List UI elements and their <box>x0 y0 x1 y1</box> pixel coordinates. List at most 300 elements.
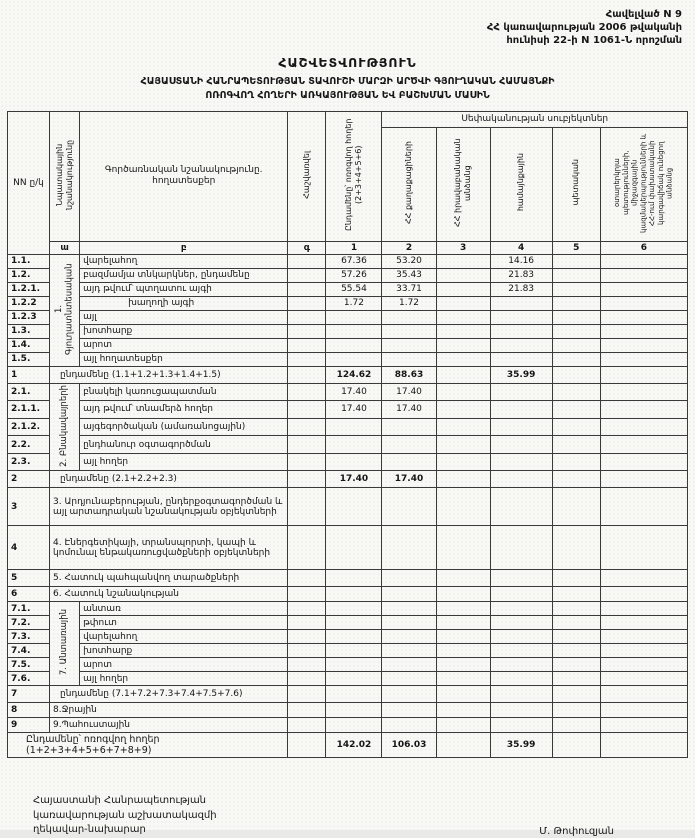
value-cell <box>490 658 552 672</box>
value-cell <box>436 733 490 758</box>
value-cell <box>382 644 436 658</box>
value-cell <box>552 383 600 401</box>
table-row <box>8 418 688 436</box>
value-cell <box>552 718 600 733</box>
value-cell <box>436 383 490 401</box>
land-type-cell: խոտհարք <box>80 644 288 658</box>
value-cell <box>600 526 687 570</box>
table-row <box>8 644 688 658</box>
value-cell <box>288 733 326 758</box>
value-cell <box>552 587 600 602</box>
value-cell <box>436 616 490 630</box>
col-header-foreign-text: օտարերկրյա պետությունների, միջազգային կազմակերպությունների և ՀՀ-ում փախստականի կարգավիճակ ունեցող անձանց <box>613 132 674 233</box>
value-cell <box>382 602 436 616</box>
table-row <box>8 570 688 587</box>
value-cell <box>436 471 490 488</box>
land-type-cell: ընդհանուր օգտագործման <box>80 436 288 454</box>
value-cell <box>490 703 552 718</box>
value-cell <box>382 570 436 587</box>
value-cell <box>436 718 490 733</box>
value-cell <box>436 352 490 366</box>
value-cell: 53.20 <box>382 254 436 268</box>
table-row <box>8 338 688 352</box>
table-row <box>8 672 688 686</box>
page-subtitle <box>7 75 688 103</box>
value-cell <box>552 570 600 587</box>
value-cell <box>382 616 436 630</box>
value-cell <box>600 254 687 268</box>
value-cell <box>552 703 600 718</box>
row-number-cell: 9 <box>8 718 50 733</box>
table-row <box>8 602 688 616</box>
value-cell <box>382 453 436 471</box>
value-cell <box>490 644 552 658</box>
col-index-6: 6 <box>600 241 687 254</box>
value-cell <box>382 526 436 570</box>
report-table-body <box>8 254 688 758</box>
land-type-cell: խաղողի այգի <box>80 296 288 310</box>
row-number-cell: 7.3. <box>8 630 50 644</box>
row-number-cell: 2.1.2. <box>8 418 50 436</box>
subtitle-line-2: ՈՌՈԳՎՈՂ ՀՈՂԵՐԻ ԱՌԿԱՅՈՒԹՅԱՆ ԵՎ ԲԱՇԽՄԱՆ ՄԱՍԻՆ <box>205 89 490 101</box>
value-cell: 17.40 <box>326 471 382 488</box>
value-cell <box>490 672 552 686</box>
value-cell <box>382 718 436 733</box>
land-type-cell: այլ հողատեսքեր <box>80 352 288 366</box>
value-cell <box>552 418 600 436</box>
value-cell <box>288 471 326 488</box>
table-row <box>8 352 688 366</box>
value-cell <box>490 602 552 616</box>
value-cell <box>600 658 687 672</box>
value-cell: 17.40 <box>382 383 436 401</box>
value-cell <box>326 616 382 630</box>
appendix-line-2: ՀՀ կառավարության 2006 թվականի <box>486 22 682 33</box>
value-cell <box>288 338 326 352</box>
value-cell <box>436 418 490 436</box>
col-index-1: 1 <box>326 241 382 254</box>
value-cell <box>326 352 382 366</box>
value-cell <box>382 338 436 352</box>
value-cell <box>436 268 490 282</box>
value-cell <box>600 383 687 401</box>
value-cell <box>326 453 382 471</box>
value-cell <box>490 383 552 401</box>
value-cell <box>436 703 490 718</box>
land-type-cell: այլ հողեր <box>80 672 288 686</box>
value-cell <box>490 587 552 602</box>
value-cell <box>436 526 490 570</box>
value-cell: 17.40 <box>326 401 382 419</box>
value-cell <box>490 418 552 436</box>
land-type-cell: Ընդամենը՝ ոռոգվող հողեր (1+2+3+4+5+6+7+8+9) <box>8 733 288 758</box>
row-number-cell: 2.2. <box>8 436 50 454</box>
value-cell <box>436 672 490 686</box>
value-cell <box>288 366 326 383</box>
value-cell <box>600 338 687 352</box>
col-header-foreign <box>600 127 687 241</box>
value-cell <box>436 488 490 526</box>
table-row <box>8 616 688 630</box>
table-row <box>8 471 688 488</box>
value-cell <box>552 733 600 758</box>
value-cell <box>552 352 600 366</box>
header-row-index <box>8 241 688 254</box>
col-header-purpose-text: Նպատակային նշանակությունը <box>54 139 74 210</box>
row-number-cell: 5 <box>8 570 50 587</box>
value-cell <box>436 401 490 419</box>
table-row <box>8 268 688 282</box>
col-header-state-text: պետական <box>571 159 581 206</box>
land-type-cell: անտառ <box>80 602 288 616</box>
col-header-purpose <box>50 111 80 241</box>
value-cell <box>552 436 600 454</box>
land-type-cell: այլ <box>80 310 288 324</box>
col-header-registered <box>288 111 326 241</box>
value-cell <box>490 436 552 454</box>
appendix-block <box>7 8 688 47</box>
value-cell <box>490 453 552 471</box>
row-number-cell: 6 <box>8 587 50 602</box>
value-cell <box>288 254 326 268</box>
land-type-cell: այլ հողեր <box>80 453 288 471</box>
value-cell <box>600 418 687 436</box>
row-number-cell: 3 <box>8 488 50 526</box>
value-cell <box>552 630 600 644</box>
value-cell <box>600 436 687 454</box>
value-cell <box>288 616 326 630</box>
value-cell <box>288 686 326 703</box>
value-cell <box>326 570 382 587</box>
value-cell <box>288 310 326 324</box>
value-cell <box>552 644 600 658</box>
value-cell <box>326 602 382 616</box>
value-cell <box>600 296 687 310</box>
land-type-cell: արոտ <box>80 338 288 352</box>
value-cell <box>288 401 326 419</box>
value-cell <box>600 703 687 718</box>
table-row <box>8 282 688 296</box>
value-cell: 14.16 <box>490 254 552 268</box>
row-number-cell: 7 <box>8 686 50 703</box>
value-cell <box>490 718 552 733</box>
table-row <box>8 324 688 338</box>
value-cell <box>600 718 687 733</box>
value-cell <box>288 658 326 672</box>
footer <box>7 794 688 838</box>
footer-line-3: ղեկավար-նախարար <box>33 824 146 836</box>
value-cell <box>436 324 490 338</box>
group-label: 7. Անտառային <box>59 609 70 676</box>
value-cell <box>326 488 382 526</box>
value-cell <box>552 616 600 630</box>
value-cell: 1.72 <box>382 296 436 310</box>
value-cell <box>382 703 436 718</box>
value-cell <box>552 453 600 471</box>
value-cell <box>326 630 382 644</box>
signatory-title-block <box>33 794 217 838</box>
value-cell <box>382 324 436 338</box>
row-number-cell: 1 <box>8 366 50 383</box>
value-cell <box>382 672 436 686</box>
value-cell <box>288 587 326 602</box>
table-row <box>8 526 688 570</box>
row-number-cell: 1.2.1. <box>8 282 50 296</box>
col-index-4: 4 <box>490 241 552 254</box>
row-number-cell: 2.1. <box>8 383 50 401</box>
value-cell <box>552 366 600 383</box>
col-index-a: ա <box>50 241 80 254</box>
land-type-cell: այդ թվում՝ տնամերձ հողեր <box>80 401 288 419</box>
value-cell <box>436 436 490 454</box>
group-label-cell <box>50 383 80 471</box>
land-type-cell: 5. Հատուկ պահպանվող տարածքների <box>50 570 288 587</box>
value-cell <box>600 366 687 383</box>
row-number-cell: 1.3. <box>8 324 50 338</box>
value-cell <box>600 616 687 630</box>
row-number-cell: 1.1. <box>8 254 50 268</box>
row-number-cell: 7.6. <box>8 672 50 686</box>
value-cell <box>288 488 326 526</box>
land-type-cell: արոտ <box>80 658 288 672</box>
table-row <box>8 366 688 383</box>
land-type-cell: 9.Պահուստային <box>50 718 288 733</box>
value-cell <box>326 418 382 436</box>
value-cell <box>490 324 552 338</box>
value-cell <box>552 310 600 324</box>
value-cell: 35.99 <box>490 366 552 383</box>
footer-line-1: Հայաստանի Հանրապետության <box>33 795 207 807</box>
value-cell <box>552 526 600 570</box>
value-cell: 57.26 <box>326 268 382 282</box>
footer-line-2: կառավարության աշխատակազմի <box>33 809 217 821</box>
value-cell <box>600 453 687 471</box>
value-cell <box>382 587 436 602</box>
report-table <box>7 111 688 759</box>
value-cell <box>326 644 382 658</box>
group-label: 2. Բնակավայրերի <box>59 384 70 467</box>
value-cell: 17.40 <box>382 401 436 419</box>
col-header-registered-text: Հաշվառվել <box>301 150 311 199</box>
col-index-3: 3 <box>436 241 490 254</box>
value-cell <box>490 616 552 630</box>
table-row <box>8 436 688 454</box>
value-cell <box>288 644 326 658</box>
row-number-cell: 1.4. <box>8 338 50 352</box>
value-cell <box>436 658 490 672</box>
value-cell <box>490 488 552 526</box>
value-cell: 124.62 <box>326 366 382 383</box>
value-cell <box>436 296 490 310</box>
row-number-cell: 7.1. <box>8 602 50 616</box>
value-cell <box>288 672 326 686</box>
value-cell: 17.40 <box>326 383 382 401</box>
table-row <box>8 296 688 310</box>
value-cell <box>552 338 600 352</box>
col-header-citizens-text: ՀՀ քաղաքացիների <box>404 141 414 225</box>
value-cell <box>288 352 326 366</box>
row-number-cell: 7.5. <box>8 658 50 672</box>
value-cell <box>326 338 382 352</box>
land-type-cell: 4. Էներգետիկայի, տրանսպորտի, կապի և կոմունալ ենթակառուցվածքների օբյեկտների <box>50 526 288 570</box>
value-cell <box>288 418 326 436</box>
table-row <box>8 254 688 268</box>
col-header-total-text: Ընդամենը՝ ոռոգվող հողեր (2+3+4+5+6) <box>343 118 363 231</box>
value-cell: 106.03 <box>382 733 436 758</box>
row-number-cell: 1.2. <box>8 268 50 282</box>
value-cell <box>600 352 687 366</box>
value-cell <box>600 401 687 419</box>
value-cell <box>600 672 687 686</box>
value-cell <box>600 630 687 644</box>
value-cell <box>326 526 382 570</box>
value-cell <box>326 672 382 686</box>
value-cell <box>600 602 687 616</box>
value-cell <box>326 658 382 672</box>
table-row <box>8 686 688 703</box>
land-type-cell: այդ թվում՝ պտղատու այգի <box>80 282 288 296</box>
land-type-cell: այգեգործական (ամառանոցային) <box>80 418 288 436</box>
value-cell <box>436 644 490 658</box>
land-type-cell: վարելահող <box>80 254 288 268</box>
value-cell <box>552 401 600 419</box>
value-cell <box>382 418 436 436</box>
col-header-legal-text: ՀՀ իրավաբանական անձանց <box>453 138 473 227</box>
value-cell <box>490 310 552 324</box>
value-cell <box>436 338 490 352</box>
value-cell <box>552 282 600 296</box>
value-cell: 88.63 <box>382 366 436 383</box>
col-header-community-text: համայնքային <box>516 153 526 212</box>
value-cell <box>436 602 490 616</box>
row-number-cell: 7.4. <box>8 644 50 658</box>
value-cell <box>600 686 687 703</box>
value-cell <box>288 268 326 282</box>
value-cell: 142.02 <box>326 733 382 758</box>
col-header-functional: Գործառնական նշանակությունը. հողատեսքեր <box>80 111 288 241</box>
value-cell <box>552 602 600 616</box>
value-cell <box>288 296 326 310</box>
value-cell <box>600 471 687 488</box>
value-cell <box>436 453 490 471</box>
group-label-cell <box>50 602 80 686</box>
land-type-cell: վարելահող <box>80 630 288 644</box>
value-cell <box>288 282 326 296</box>
subtitle-line-1: ՀԱՅԱՍՏԱՆԻ ՀԱՆՐԱՊԵՏՈՒԹՅԱՆ ՏԱՎՈՒՇԻ ՄԱՐԶԻ ԱՐԾՎԻ ԳՅՈՒՂԱԿԱՆ ՀԱՄԱՅՆՔԻ <box>140 76 555 87</box>
land-type-cell: 8.Ջրային <box>50 703 288 718</box>
table-row <box>8 488 688 526</box>
value-cell <box>288 718 326 733</box>
value-cell <box>552 471 600 488</box>
value-cell <box>436 570 490 587</box>
table-row <box>8 453 688 471</box>
value-cell <box>326 587 382 602</box>
land-type-cell: ընդամենը (2.1+2.2+2.3) <box>50 471 288 488</box>
value-cell <box>382 310 436 324</box>
value-cell <box>600 733 687 758</box>
value-cell: 33.71 <box>382 282 436 296</box>
row-number-cell: 2.3. <box>8 453 50 471</box>
table-row <box>8 733 688 758</box>
value-cell <box>490 471 552 488</box>
value-cell <box>288 383 326 401</box>
value-cell <box>288 453 326 471</box>
value-cell <box>600 644 687 658</box>
value-cell <box>436 587 490 602</box>
group-label: 1. Գյուղատնտեսական <box>53 262 75 355</box>
value-cell <box>600 570 687 587</box>
value-cell <box>490 296 552 310</box>
ownership-subjects-header: Սեփականության սուբյեկտներ <box>382 111 688 127</box>
value-cell <box>552 672 600 686</box>
value-cell <box>326 310 382 324</box>
value-cell: 67.36 <box>326 254 382 268</box>
row-number-cell: 1.2.2 <box>8 296 50 310</box>
value-cell <box>288 526 326 570</box>
land-type-cell: խոտհարք <box>80 324 288 338</box>
table-row <box>8 310 688 324</box>
table-row <box>8 658 688 672</box>
value-cell <box>552 686 600 703</box>
value-cell <box>382 436 436 454</box>
col-index-b: բ <box>80 241 288 254</box>
value-cell <box>382 630 436 644</box>
header-row-groups <box>8 111 688 127</box>
value-cell <box>326 324 382 338</box>
col-header-nn: NN ը/կ <box>8 111 50 254</box>
value-cell <box>600 268 687 282</box>
table-row <box>8 630 688 644</box>
value-cell <box>288 703 326 718</box>
value-cell <box>552 488 600 526</box>
value-cell <box>288 630 326 644</box>
value-cell <box>600 587 687 602</box>
value-cell <box>436 254 490 268</box>
value-cell <box>552 296 600 310</box>
table-row <box>8 718 688 733</box>
group-label-cell <box>50 254 80 366</box>
value-cell <box>436 686 490 703</box>
row-number-cell: 2 <box>8 471 50 488</box>
value-cell <box>490 526 552 570</box>
col-header-total <box>326 111 382 241</box>
land-type-cell: բազմամյա տնկարկներ, ընդամենը <box>80 268 288 282</box>
value-cell <box>490 686 552 703</box>
value-cell <box>382 658 436 672</box>
value-cell <box>288 436 326 454</box>
value-cell <box>288 602 326 616</box>
col-header-legal <box>436 127 490 241</box>
value-cell: 17.40 <box>382 471 436 488</box>
value-cell <box>436 310 490 324</box>
col-index-5: 5 <box>552 241 600 254</box>
value-cell <box>552 268 600 282</box>
land-type-cell: 3. Արդյունաբերության, ընդերքօգտագործման և այլ արտադրական նշանակության օբյեկտների <box>50 488 288 526</box>
col-header-state <box>552 127 600 241</box>
table-row <box>8 401 688 419</box>
value-cell <box>600 310 687 324</box>
row-number-cell: 1.2.3 <box>8 310 50 324</box>
value-cell <box>288 570 326 587</box>
value-cell <box>600 282 687 296</box>
row-number-cell: 4 <box>8 526 50 570</box>
value-cell <box>490 338 552 352</box>
value-cell: 35.99 <box>490 733 552 758</box>
value-cell <box>490 401 552 419</box>
value-cell <box>326 436 382 454</box>
col-header-community <box>490 127 552 241</box>
value-cell <box>552 658 600 672</box>
